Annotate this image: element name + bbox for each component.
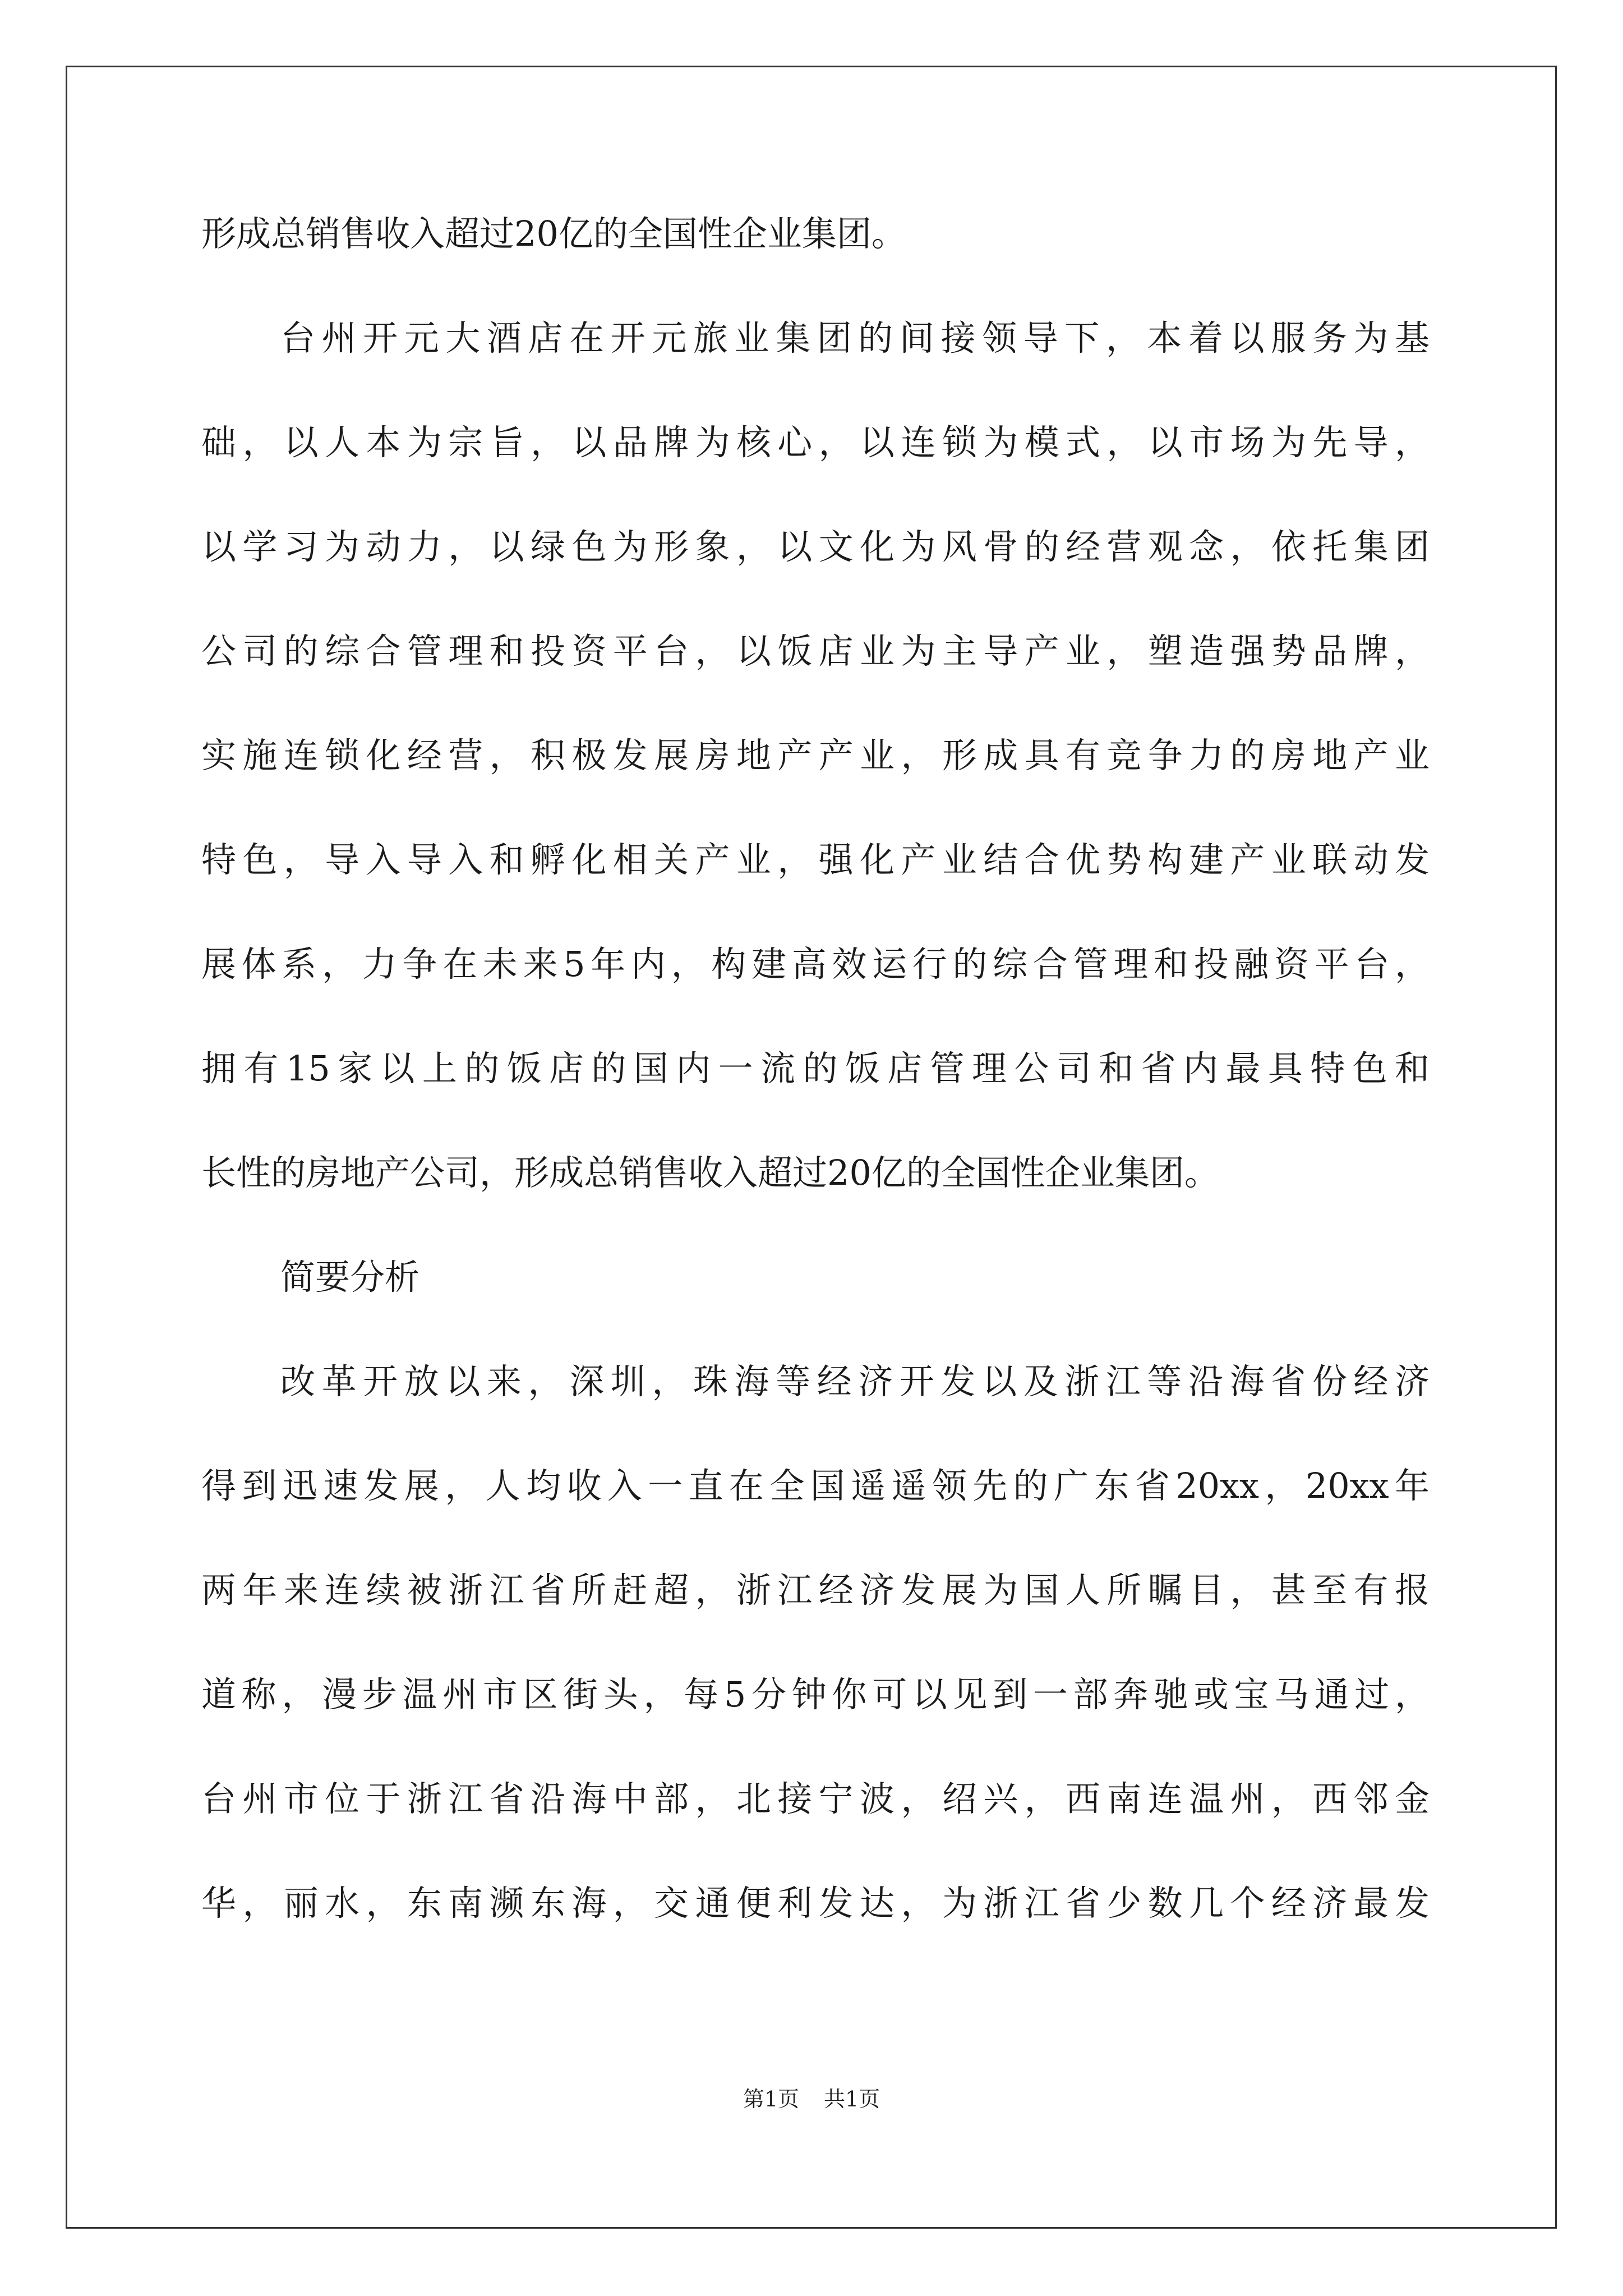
- text-line: 道称，漫步温州市区街头，每5分钟你可以见到一部奔驰或宝马通过，: [201, 1674, 1430, 1715]
- text-line: 实施连锁化经营，积极发展房地产产业，形成具有竞争力的房地产业: [201, 735, 1430, 776]
- section-heading: 简要分析: [280, 1257, 420, 1297]
- text-line: 拥有15家以上的饭店的国内一流的饭店管理公司和省内最具特色和: [201, 1048, 1430, 1089]
- text-line: 两年来连续被浙江省所赶超，浙江经济发展为国人所瞩目，甚至有报: [201, 1570, 1430, 1611]
- text-line: 改革开放以来，深圳，珠海等经济开发以及浙江等沿海省份经济: [280, 1361, 1430, 1402]
- text-line: 台州市位于浙江省沿海中部，北接宁波，绍兴，西南连温州，西邻金: [201, 1778, 1430, 1819]
- text-line: 形成总销售收入超过20亿的全国性企业集团。: [201, 213, 906, 254]
- text-line: 得到迅速发展，人均收入一直在全国遥遥领先的广东省20xx，20xx年: [201, 1465, 1430, 1506]
- text-line: 以学习为动力，以绿色为形象，以文化为风骨的经营观念，依托集团: [201, 526, 1430, 567]
- text-line: 台州开元大酒店在开元旅业集团的间接领导下，本着以服务为基: [280, 318, 1430, 358]
- text-line: 展体系，力争在未来5年内，构建高效运行的综合管理和投融资平台，: [201, 944, 1430, 984]
- page-number: 第1页: [743, 2087, 799, 2111]
- page-total: 共1页: [824, 2087, 880, 2111]
- text-line: 华，丽水，东南濒东海，交通便利发达，为浙江省少数几个经济最发: [201, 1883, 1430, 1924]
- text-line: 础，以人本为宗旨，以品牌为核心，以连锁为模式，以市场为先导，: [201, 422, 1430, 463]
- text-line: 公司的综合管理和投资平台，以饭店业为主导产业，塑造强势品牌，: [201, 631, 1430, 671]
- text-line: 长性的房地产公司，形成总销售收入超过20亿的全国性企业集团。: [201, 1152, 1219, 1193]
- page-footer: [0, 2082, 1623, 2116]
- text-line: 特色，导入导入和孵化相关产业，强化产业结合优势构建产业联动发: [201, 839, 1430, 880]
